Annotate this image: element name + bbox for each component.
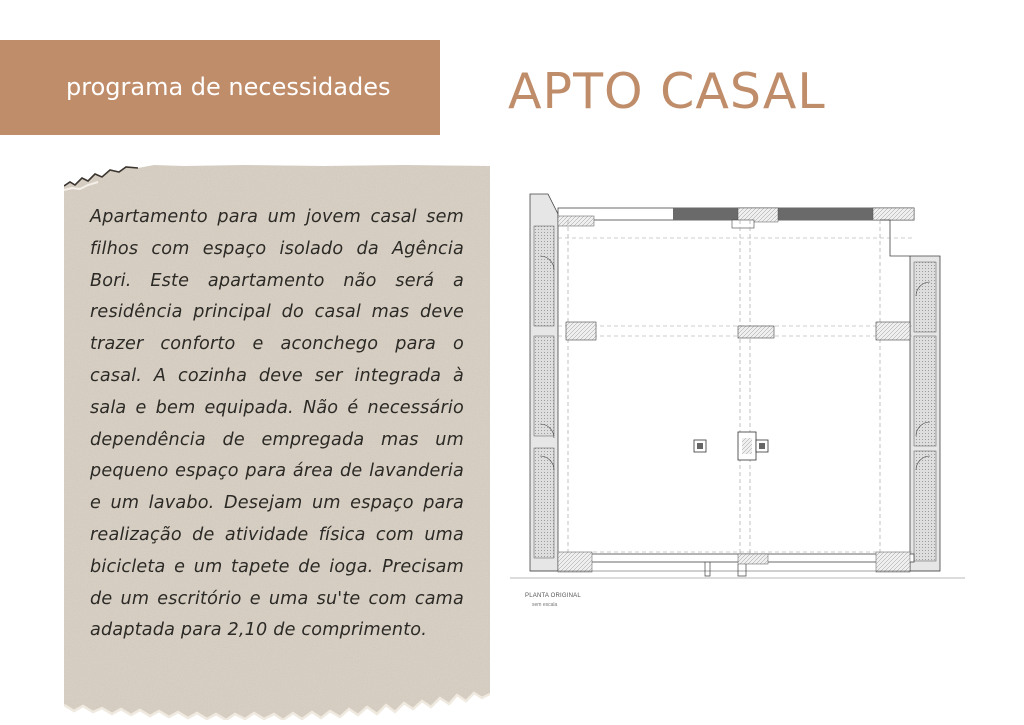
plan-walls [510,194,965,578]
plan-subcaption: sem escala [532,602,558,608]
description-card [64,164,490,720]
original-floor-plan [510,186,970,586]
banner-label: programa de necessidades [66,73,391,101]
plan-caption: PLANTA ORIGINAL [525,593,581,599]
plan-doors [540,256,930,470]
program-description: Apartamento para um jovem casal sem filhos com espaço isolado da Agência Bori. Este apartamento não será a residência principal do casal mas deve trazer conforto e aconchego para o casal. A cozinha deve ser integrada à sala e bem equipada. Não é necessário dependência de empregada mas um pequeno espaço para área de lavanderia e um lavabo. Desejam um espaço para realização de atividade física com uma bicicleta e um tapete de ioga. Precisam de um escritório e uma su'te com cama adaptada para 2,10 de comprimento. [90,207,464,641]
header-banner [0,40,440,135]
page-title: APTO CASAL [508,63,826,120]
plan-pillars [566,322,910,460]
plan-grid-lines [558,220,914,554]
